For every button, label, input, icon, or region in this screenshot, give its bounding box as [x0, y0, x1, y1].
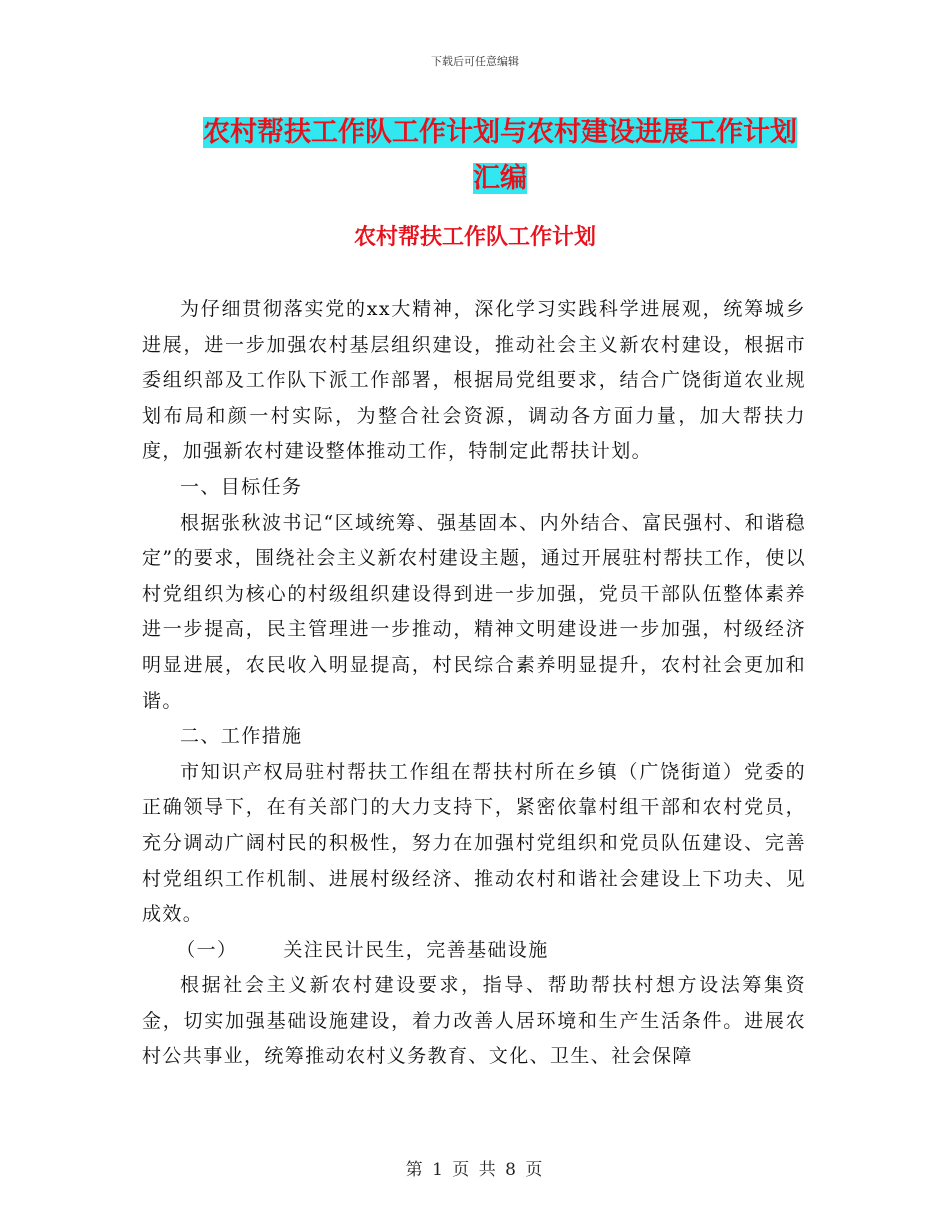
- heading-work-measures: 二、工作措施: [180, 725, 303, 748]
- document-title: [190, 110, 810, 202]
- sub-heading-number: （一）: [176, 938, 238, 961]
- page-number: 第 1 页 共 8 页: [405, 1160, 545, 1180]
- document-body: [142, 292, 806, 1075]
- header-note: 下载后可任意编辑: [431, 55, 519, 68]
- section-title: 农村帮扶工作队工作计划: [353, 225, 596, 250]
- paragraph-intro: 为仔细贯彻落实党的xx大精神，深化学习实践科学进展观，统筹城乡进展，进一步加强农村基层组织建设，推动社会主义新农村建设，根据市委组织部及工作队下派工作部署，根据局党组要求，结合广饶街道农业规划布局和颜一村实际，为整合社会资源，调动各方面力量，加大帮扶力度，加强新农村建设整体推动工作，特制定此帮扶计划。: [142, 298, 806, 463]
- document-title-text: 农村帮扶工作队工作计划与农村建设进展工作计划汇编: [203, 117, 797, 194]
- paragraph-infrastructure: 根据社会主义新农村建设要求，指导、帮助帮扶村想方设法筹集资金，切实加强基础设施建设，着力改善人居环境和生产生活条件。进展农村公共事业，统筹推动农村义务教育、文化、卫生、社会保障: [142, 974, 806, 1068]
- heading-target-tasks: 一、目标任务: [180, 475, 303, 498]
- paragraph-measures: 市知识产权局驻村帮扶工作组在帮扶村所在乡镇（广饶街道）党委的正确领导下，在有关部门的大力支持下，紧密依靠村组干部和农村党员，充分调动广阔村民的积极性，努力在加强村党组织和党员队伍建设、完善村党组织工作机制、进展村级经济、推动农村和谐社会建设上下功夫、见成效。: [142, 760, 806, 926]
- paragraph-target: 根据张秋波书记“区域统筹、强基固本、内外结合、富民强村、和谐稳定”的要求，围绕社会主义新农村建设主题，通过开展驻村帮扶工作，使以村党组织为核心的村级组织建设得到进一步加强，党员干部队伍整体素养进一步提高，民主管理进一步推动，精神文明建设进一步加强，村级经济明显进展，农民收入明显提高，村民综合素养明显提升，农村社会更加和谐。: [142, 511, 806, 712]
- sub-heading-text: 关注民计民生，完善基础设施: [283, 938, 549, 961]
- sub-heading-infrastructure: [142, 933, 806, 969]
